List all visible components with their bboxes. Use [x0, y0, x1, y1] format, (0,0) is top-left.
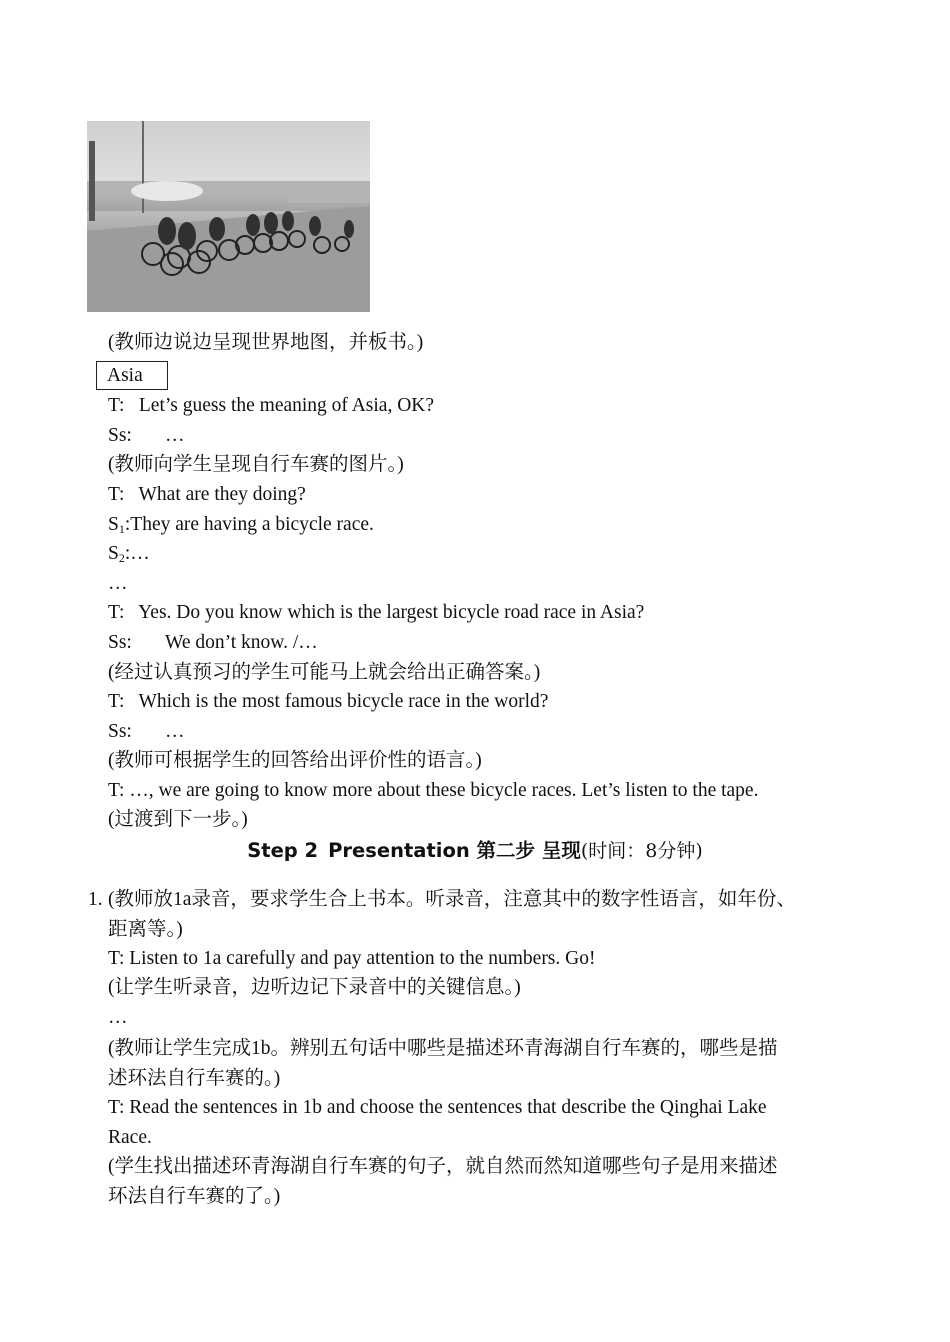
dialogue-line-students-1 [108, 423, 185, 449]
teacher-note-1b-b: 述环法自行车赛的。) [108, 1068, 281, 1089]
dialogue-line-teacher-guess [108, 393, 434, 419]
speaker-t: T: [108, 395, 125, 416]
speaker-s2: $S_2$: [108, 543, 131, 565]
dialogue-text: Yes. Do you know which is the largest bicycle road race in Asia? [138, 602, 645, 623]
teacher-read-line [108, 1093, 864, 1123]
dialogue-line-teacher-doing [108, 482, 306, 508]
teacher-note-preview: (经过认真预习的学生可能马上就会给出正确答案。) [108, 662, 541, 683]
speaker-t: T: [108, 602, 125, 623]
dialogue-text: They are having a bicycle race. [130, 514, 374, 535]
dialogue-line-teacher-famous [108, 689, 548, 715]
dialogue-text: Let’s guess the meaning of Asia, OK? [138, 395, 435, 416]
teacher-note-map: (教师边说边呈现世界地图，并板书。) [108, 332, 424, 353]
item-text-a: (教师放1a录音，要求学生合上书本。听录音，注意其中的数字性语言，如年份、 [108, 889, 796, 910]
speaker-t: T: [108, 948, 125, 969]
dialogue-line-students-3 [108, 719, 185, 745]
dialogue-text: …, we are going to know more about these bicycle races. Let’s listen to the tape. [129, 780, 759, 801]
speaker-t: T: [108, 1097, 125, 1118]
speaker-s1: $S_1$: [108, 514, 131, 536]
speaker-t: T: [108, 691, 125, 712]
dialogue-text: What are they doing? [138, 484, 306, 505]
teacher-note-picture: (教师向学生呈现自行车赛的图片。) [108, 454, 404, 475]
dialogue-text: … [130, 543, 150, 564]
bicycle-race-photo [87, 121, 370, 312]
teacher-read-line-end: Race. [108, 1127, 152, 1148]
student-note-b: 环法自行车赛的了。) [108, 1186, 281, 1207]
speaker-ss: Ss: [108, 721, 132, 742]
speaker-t: T: [108, 780, 125, 801]
teacher-note-listen: (让学生听录音，边听边记下录音中的关键信息。) [108, 977, 521, 998]
asia-board-box: Asia [96, 361, 168, 390]
speaker-ss: Ss: [108, 425, 132, 446]
dialogue-line-s2 [108, 541, 150, 571]
speaker-t: T: [108, 484, 125, 505]
step-time-note: (时间：8分钟) [580, 840, 703, 862]
ellipsis-line: … [108, 1007, 128, 1028]
step-label: Step 2 [247, 839, 319, 862]
dialogue-text: … [165, 425, 185, 446]
dialogue-line-teacher-largest [108, 600, 644, 626]
teacher-listen-line [108, 946, 595, 972]
student-note-a: (学生找出描述环青海湖自行车赛的句子，就自然而然知道哪些句子是用来描述 [108, 1156, 778, 1177]
ellipsis-line: … [108, 573, 128, 594]
step-title: Presentation 第二步 呈现 [328, 839, 581, 862]
teacher-note-1b-a: (教师让学生完成1b。辨别五句话中哪些是描述环青海湖自行车赛的，哪些是描 [108, 1038, 778, 1059]
step-heading [0, 836, 950, 866]
speaker-ss: Ss: [108, 632, 132, 653]
dialogue-line-students-2 [108, 630, 318, 656]
item-number: 1. [88, 889, 103, 910]
dialogue-text: Listen to 1a carefully and pay attention to the numbers. Go! [129, 948, 596, 969]
teacher-note-transition: (过渡到下一步。) [108, 809, 248, 830]
dialogue-text: Which is the most famous bicycle race in the world? [138, 691, 549, 712]
dialogue-line-teacher-tape [108, 778, 758, 804]
dialogue-text: … [165, 721, 185, 742]
dialogue-text: We don’t know. /… [165, 632, 318, 653]
item-text-b: 距离等。) [108, 919, 183, 940]
dialogue-text: Read the sentences in 1b and choose the sentences that describe the Qinghai Lake [129, 1097, 767, 1118]
dialogue-line-s1 [108, 512, 374, 542]
teacher-note-evaluate: (教师可根据学生的回答给出评价性的语言。) [108, 750, 482, 771]
